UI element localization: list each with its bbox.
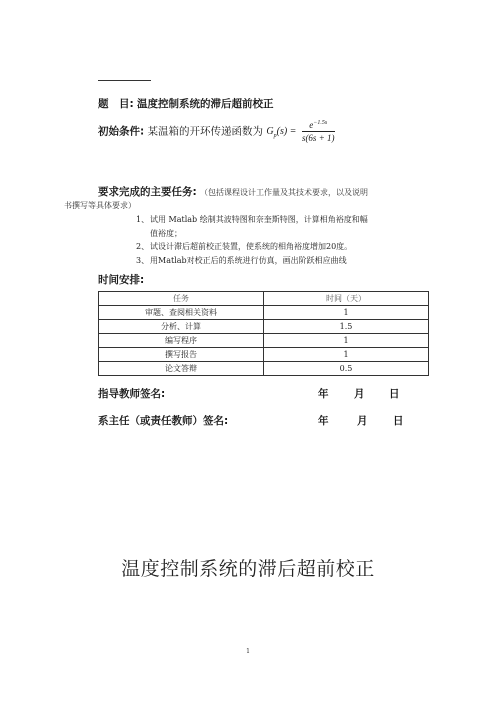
formula-fraction — [302, 120, 335, 143]
requirement-item-1: 1、试用 Matlab 绘制其波特图和奈奎斯特图，计算相角裕度和幅 — [136, 215, 368, 224]
advisor-year: 年 — [318, 388, 329, 400]
title-line — [98, 96, 274, 111]
formula-numerator: $e^{-1.5s}$ — [309, 120, 328, 130]
transfer-function — [266, 120, 334, 143]
schedule-table — [98, 291, 429, 376]
initial-text: 某温箱的开环传递函数为 — [147, 125, 264, 138]
formula-exponent: −1.5s — [313, 120, 328, 126]
table-row: 分析、计算 1.5 — [99, 320, 429, 334]
advisor-day: 日 — [389, 388, 400, 400]
formula-arg: (s) = — [276, 125, 297, 137]
head-signature-label: 系主任（或责任教师）签名: — [98, 415, 229, 427]
table-row: 撰写报告 1 — [99, 348, 429, 362]
title-label: 题 目: — [98, 98, 134, 110]
head-year: 年 — [318, 415, 329, 427]
header-time: 时间（天） — [264, 292, 429, 306]
initial-label: 初始条件: — [98, 125, 145, 138]
advisor-signature-label: 指导教师签名: — [98, 388, 166, 400]
document-big-title: 温度控制系统的滞后超前校正 — [121, 558, 375, 580]
head-month: 月 — [357, 415, 368, 427]
table-row: 审题、查阅相关资料 1 — [99, 306, 429, 320]
advisor-month: 月 — [354, 388, 365, 400]
top-rule — [98, 80, 151, 81]
requirements-label: 要求完成的主要任务: — [98, 186, 197, 198]
table-row: 编写程序 1 — [99, 334, 429, 348]
requirements-note-line2: 书撰写等具体要求） — [64, 201, 136, 210]
requirement-item-3: 3、用Matlab对校正后的系统进行仿真，画出阶跃相应曲线 — [136, 256, 347, 265]
initial-conditions — [98, 120, 335, 143]
formula-lhs: G — [266, 125, 274, 137]
table-header-row — [99, 292, 429, 306]
page-number: 1 — [246, 648, 250, 655]
head-day: 日 — [393, 415, 404, 427]
requirements-note-line1: （包括课程设计工作量及其技术要求，以及说明 — [200, 188, 369, 197]
formula-sub: p — [273, 132, 277, 139]
requirement-item-2: 2、试设计滞后超前校正装置，使系统的相角裕度增加20度。 — [136, 242, 353, 251]
table-row: 论文答辩 0.5 — [99, 362, 429, 376]
schedule-label: 时间安排: — [98, 274, 145, 286]
header-task: 任务 — [99, 292, 264, 306]
title-value: 温度控制系统的滞后超前校正 — [137, 98, 274, 110]
requirement-item-1-cont: 值裕度； — [150, 229, 182, 238]
formula-denominator: s(6s + 1) — [301, 133, 335, 143]
requirements-heading — [98, 184, 368, 199]
